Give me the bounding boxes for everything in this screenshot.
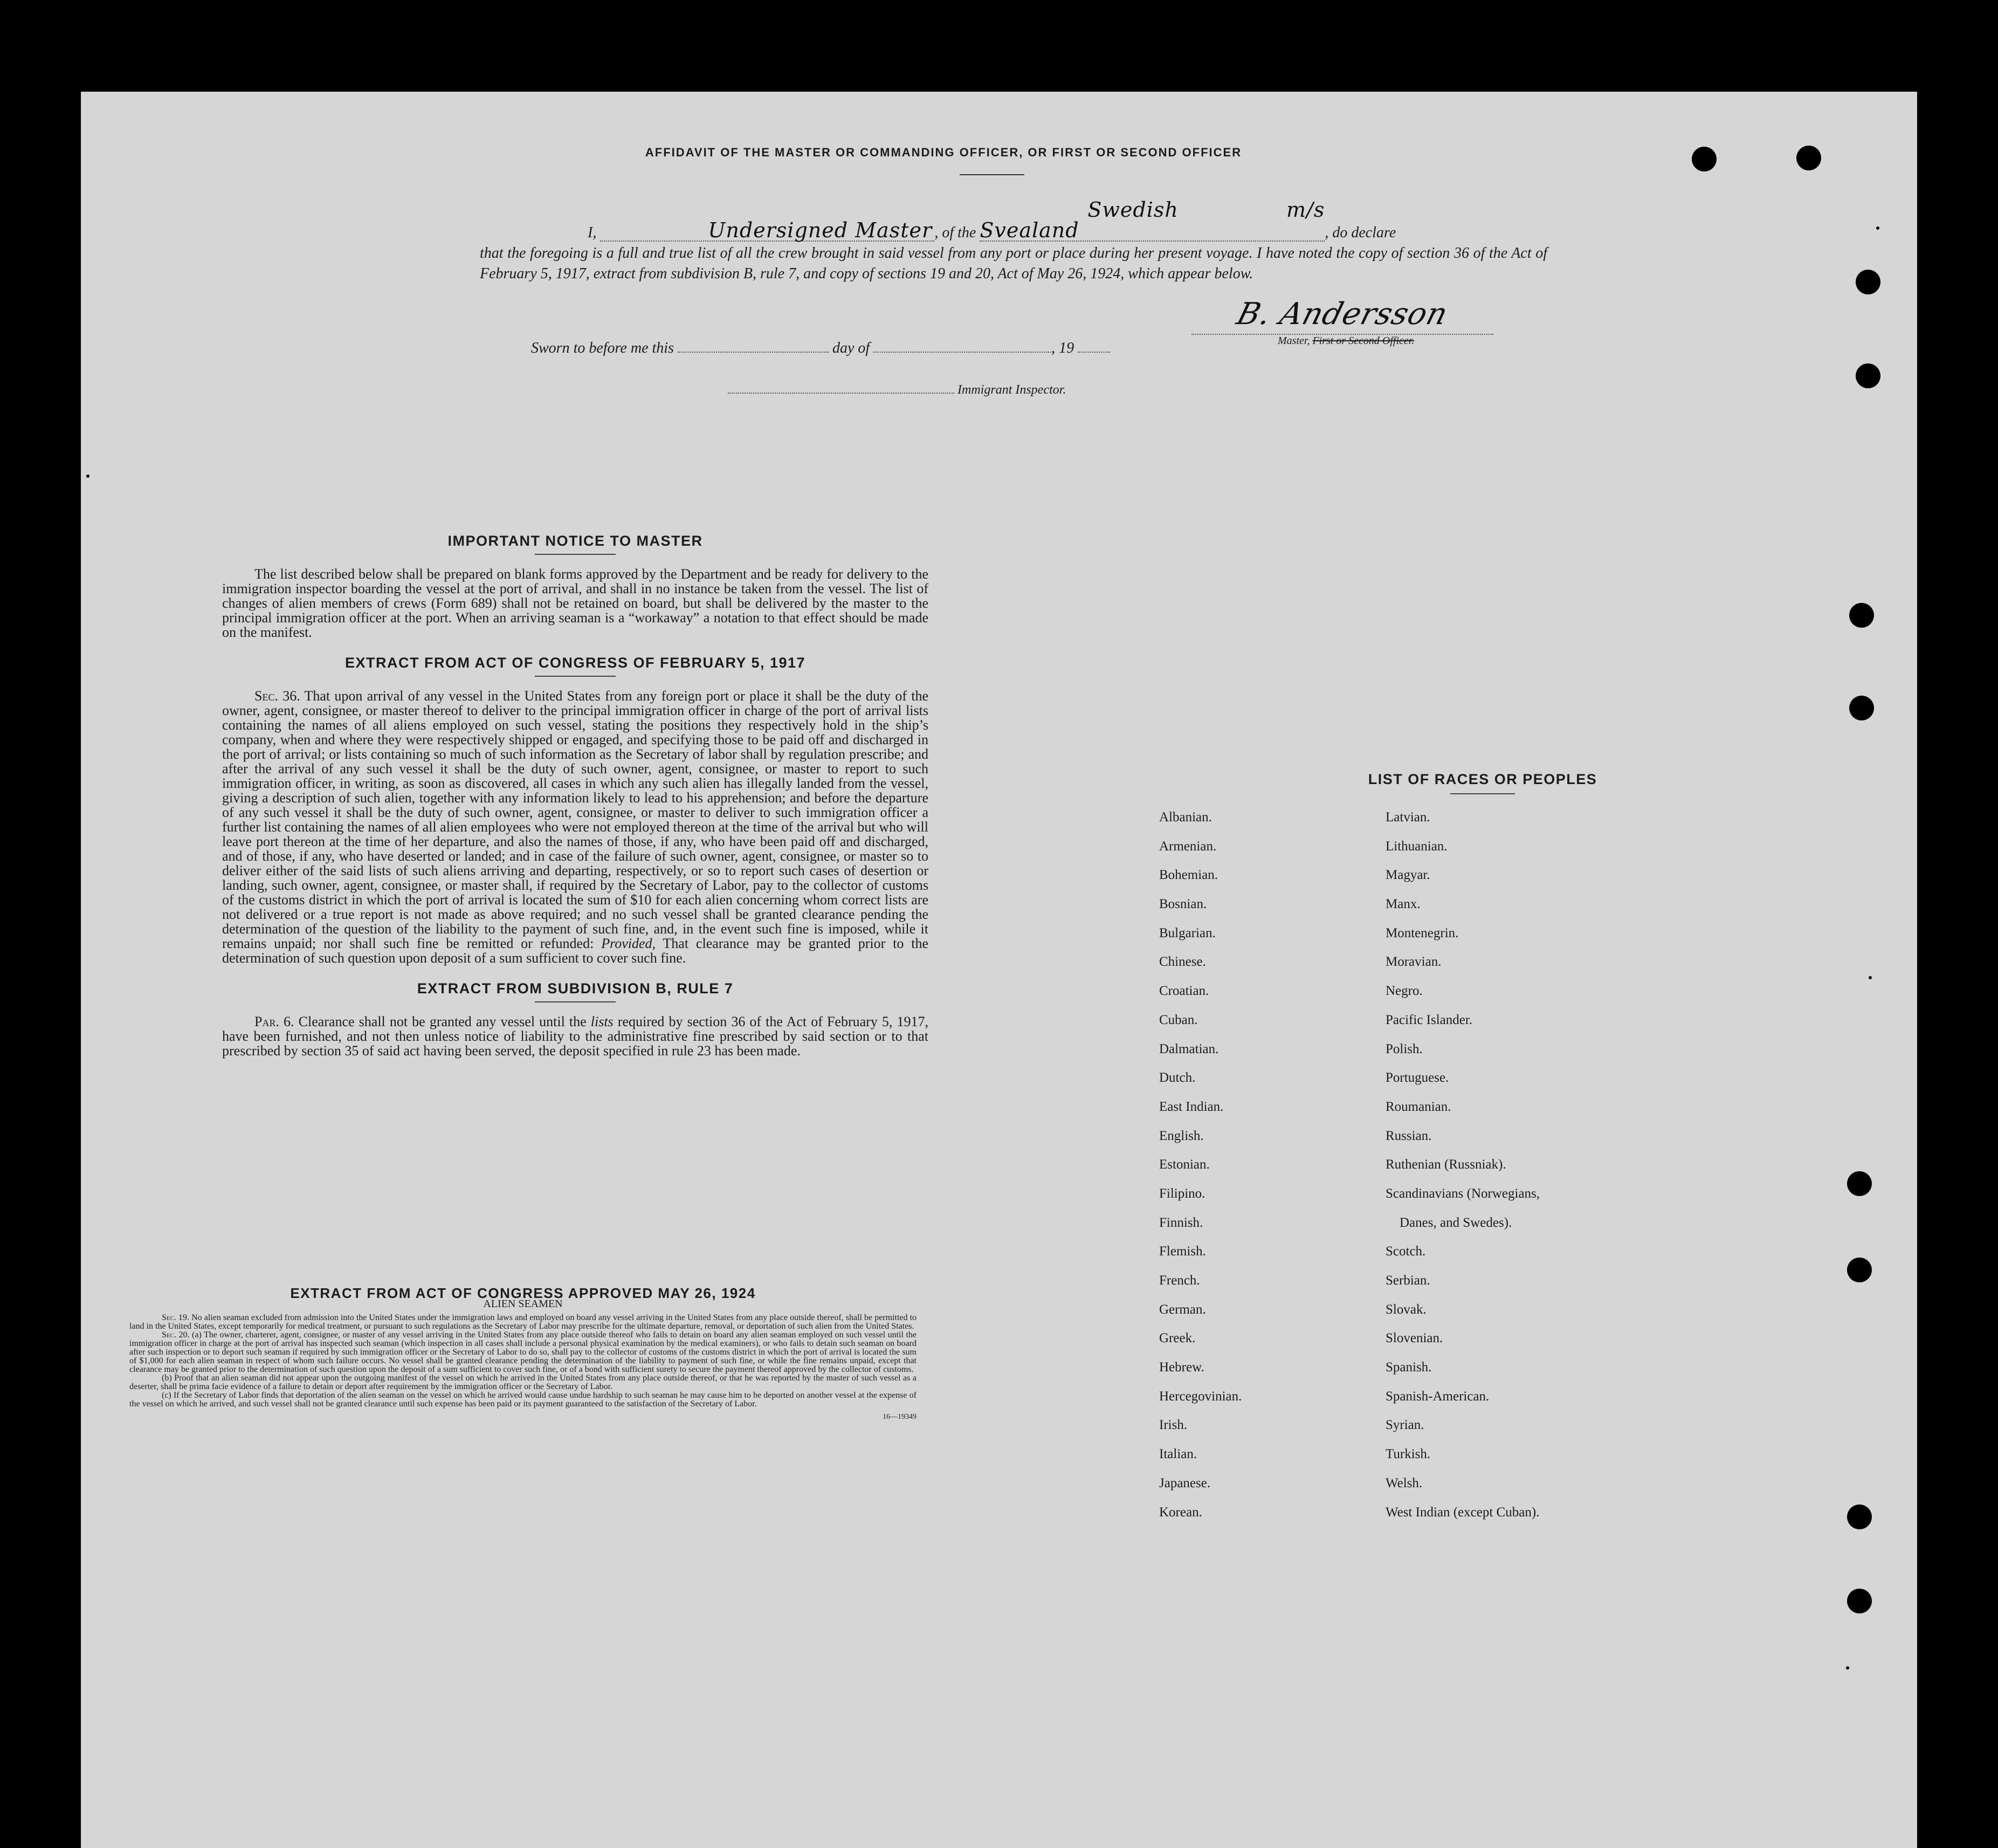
race-left: Cuban. (1159, 1012, 1198, 1027)
race-left: French. (1159, 1273, 1200, 1288)
race-right: Turkish. (1386, 1447, 1431, 1462)
act1924-subhead: ALIEN SEAMEN (483, 1298, 563, 1310)
race-left: Estonian. (1159, 1157, 1210, 1172)
race-right: Magyar. (1386, 868, 1430, 883)
affidavit-body: that the foregoing is a full and true list of all the crew brought in said vessel from any port or place during her present voyage. I have noted the copy of section 36 of the Act of February 5, 1917, extract from subdivision B, rule 7, and copy of sections 19 and 20, Act of May 26, 1924, which appear below. (480, 245, 1547, 282)
sworn-year-field[interactable] (1078, 352, 1110, 353)
sec36-label: Sec. 36. (254, 688, 300, 704)
race-right: Lithuanian. (1386, 839, 1448, 854)
notices-column (222, 534, 928, 1074)
race-right: West Indian (except Cuban). (1386, 1504, 1540, 1520)
affidavit-title: AFFIDAVIT OF THE MASTER OR COMMANDING OFFICER, OR FIRST OR SECOND OFFICER (645, 146, 1242, 159)
i-label: I, (588, 224, 597, 241)
race-right: Serbian. (1386, 1273, 1430, 1288)
binder-hole (1849, 696, 1874, 720)
race-left: Irish. (1159, 1418, 1188, 1433)
race-left: Bohemian. (1159, 868, 1218, 883)
race-left: German. (1159, 1302, 1206, 1317)
race-left: Bosnian. (1159, 897, 1207, 912)
race-right: Scotch. (1386, 1244, 1426, 1259)
race-left: Greek. (1159, 1331, 1196, 1346)
race-left: Dalmatian. (1159, 1041, 1219, 1056)
race-right: Montenegrin. (1386, 925, 1459, 940)
binder-hole (1847, 1258, 1872, 1282)
race-right: Scandinavians (Norwegians, (1386, 1186, 1540, 1201)
of-the-label: , of the (934, 224, 976, 241)
race-right: Roumanian. (1386, 1099, 1451, 1114)
affidavit-text (480, 200, 1547, 284)
races-list (1159, 771, 1806, 1534)
races-rule (1450, 793, 1515, 794)
document-page (81, 92, 1917, 1848)
race-right: Ruthenian (Russniak). (1386, 1157, 1506, 1172)
binder-hole (1856, 363, 1880, 388)
sec20-label: Sec. 20. (162, 1330, 190, 1339)
sec20c-text: (c) If the Secretary of Labor finds that deportation of the alien seaman on the vessel on which he arrived would cause undue hardship to such seaman he may cause him to be deported on another vessel at the expense of the vessel on which he arrived, and such vessel shall not be granted clearance until such expense has been paid or its payment guaranteed to the satisfaction of the Secretary of Labor. (129, 1391, 917, 1409)
year-label: , 19 (1051, 340, 1074, 356)
signature-caption (1278, 335, 1493, 347)
notice-rule (535, 554, 616, 555)
inspector-signature-field[interactable] (728, 393, 954, 394)
race-left: Filipino. (1159, 1186, 1205, 1201)
sworn-month-field[interactable] (873, 352, 1051, 353)
race-left: Hercegovinian. (1159, 1389, 1242, 1404)
race-left: Finnish. (1159, 1215, 1203, 1230)
binder-hole (1692, 147, 1717, 171)
sec19-body: No alien seaman excluded from admission into the United States under the immigration laws and employed on board any vessel arriving in the United States from any place outside thereof, shall be permitted to land in the United States, except temporarily for medical treatment, or pursuant to such regulations as the Secretary of Labor may prescribe for the ultimate departure, removal, or deportation of such alien from the United States. (129, 1313, 917, 1331)
sworn-day-field[interactable] (678, 352, 829, 353)
par6-label: Par. 6. (254, 1014, 294, 1029)
binder-hole (1847, 1589, 1872, 1613)
race-right: Portuguese. (1386, 1070, 1449, 1086)
notice-body: The list described below shall be prepared on blank forms approved by the Department and be ready for delivery to the immigration inspector boarding the vessel at the port of arrival, and shall in no instance be taken from the vessel. The list of changes of alien members of crews (Form 689) shall not be retained on board, but shall be delivered by the master to the principal immigration officer at the port. When an arriving seaman is a “workaway” a notation to that effect should be made on the manifest. (222, 566, 928, 640)
race-right: Latvian. (1386, 810, 1430, 825)
race-right: Syrian. (1386, 1418, 1424, 1433)
act1917-body (222, 689, 928, 965)
signature-block (1191, 297, 1493, 347)
race-right: Spanish-American. (1386, 1389, 1490, 1404)
race-left: Japanese. (1159, 1475, 1211, 1490)
master-name-field[interactable]: Undersigned Master (600, 220, 934, 242)
race-left: Hebrew. (1159, 1360, 1204, 1375)
act1917-title: EXTRACT FROM ACT OF CONGRESS OF FEBRUARY 5, 1917 (345, 655, 806, 671)
race-right: Polish. (1386, 1041, 1423, 1056)
title-rule (960, 174, 1024, 175)
form-number: 16—19349 (883, 1413, 917, 1421)
races-grid (1159, 810, 1806, 1534)
rule7-body (222, 1014, 928, 1058)
race-right: Moravian. (1386, 954, 1442, 970)
race-right: Russian. (1386, 1128, 1432, 1143)
notice-title: IMPORTANT NOTICE TO MASTER (447, 533, 703, 549)
race-left: Armenian. (1159, 839, 1217, 854)
race-right: Manx. (1386, 897, 1421, 912)
inspector-line (728, 383, 1213, 397)
par6-text-2: required by section 36 of the Act of February 5, 1917, have been furnished, and not then unless notice of liability to the administrative fine prescribed by said section or to that prescribed by section 35 of said act having been served, the deposit specified in rule 23 has been made. (222, 1014, 929, 1059)
sec19-label: Sec. 19. (162, 1313, 190, 1322)
declare-label: , do declare (1325, 224, 1396, 241)
rule7-title: EXTRACT FROM SUBDIVISION B, RULE 7 (417, 980, 734, 997)
sec36-text-2: That clearance may be granted prior to the determination of such question upon deposit of a sum sufficient to cover such fine. (222, 936, 928, 966)
act1924-title: EXTRACT FROM ACT OF CONGRESS APPROVED MAY 26, 1924 (290, 1285, 756, 1301)
sworn-line (531, 340, 1232, 357)
race-right: Danes, and Swedes). (1400, 1215, 1512, 1230)
binder-hole (1849, 603, 1874, 628)
race-right: Slovenian. (1386, 1331, 1443, 1346)
race-left: Dutch. (1159, 1070, 1196, 1086)
par6-text-1: Clearance shall not be granted any vessel until the (298, 1014, 587, 1029)
race-left: Bulgarian. (1159, 925, 1216, 940)
sec36-text-1: That upon arrival of any vessel in the United States from any foreign port or place it shall be the duty of the owner, agent, consignee, or master thereof to deliver to the principal immigration officer in charge of the port of arrival lists containing the names of all aliens employed on such vessel, stating the positions they respectively hold in the ship’s company, when and where they were respectively shipped or engaged, and specifying those to be paid off and discharged in the port of arrival; or lists containing so much of such information as the Secretary of labor shall by regulation prescribe; and after the arrival of any such vessel it shall be the duty of such owner, agent, consignee, or master to report to such immigration officer, in writing, as soon as discovered, all cases in which any such alien has illegally landed from the vessel, giving a description of such alien, together with any information likely to lead to his apprehension; and before the departure of any such vessel it shall be the duty of such owner, agent, consignee, or master to deliver to such immigration officer a further list containing the names of all alien employees who were not employed thereon at the time of the arrival but who will leave port thereon at the time of her departure, and also the names of those, if any, who have been paid off and discharged, and of those, if any, who have deserted or landed; and in case of the failure of such owner, agent, consignee, or master so to deliver either of the said lists of such aliens arriving and departing, respectively, or so to report such cases of desertion or landing, such owner, agent, consignee, or master shall, if required by the Secretary of Labor, pay to the collector of customs of the customs district in which the port of arrival is located the sum of $10 for each alien concerning whom correct lists are not delivered or a true report is not made as above required; and no such vessel shall be granted clearance pending the determination of the question of the liability to the payment of such fine, and, in the event such fine is imposed, while it remains unpaid; nor shall such fine be remitted or refunded: (222, 688, 929, 951)
race-left: Chinese. (1159, 954, 1206, 970)
sec20b-text: (b) Proof that an alien seaman did not appear upon the outgoing manifest of the vessel on which he arrived in the United States from any place outside thereof, or that he was reported by the master of such vessel as a deserter, shall be prima facie evidence of a failure to detain or deport after requirement by the immigration officer or the Secretary of Labor. (129, 1373, 917, 1391)
inspector-label: Immigrant Inspector. (957, 383, 1066, 397)
lists-text: lists (590, 1014, 614, 1029)
races-title: LIST OF RACES OR PEOPLES (1368, 771, 1597, 787)
race-right: Pacific Islander. (1386, 1012, 1473, 1027)
master-signature[interactable]: B. Andersson (1233, 297, 1452, 332)
act1917-rule (535, 676, 616, 677)
act1924-section (129, 1285, 917, 1421)
binder-hole (1847, 1171, 1872, 1196)
race-left: Albanian. (1159, 810, 1212, 825)
sec19-text (129, 1314, 917, 1331)
sig-caption-struck: First or Second Officer. (1312, 335, 1415, 347)
race-left: Flemish. (1159, 1244, 1206, 1259)
race-left: East Indian. (1159, 1099, 1224, 1114)
race-right: Welsh. (1386, 1475, 1423, 1490)
vessel-name-field[interactable]: Swedish m/s Svealand (980, 198, 1325, 242)
race-right: Spanish. (1386, 1360, 1432, 1375)
race-left: English. (1159, 1128, 1204, 1143)
sec20a-text (129, 1331, 917, 1374)
race-left: Korean. (1159, 1504, 1202, 1520)
binder-hole (1847, 1504, 1872, 1529)
binder-hole (1796, 146, 1821, 170)
race-right: Negro. (1386, 984, 1423, 999)
day-of-label: day of (832, 340, 870, 356)
race-left: Italian. (1159, 1447, 1197, 1462)
sworn-label: Sworn to before me this (531, 340, 674, 356)
race-left: Croatian. (1159, 984, 1209, 999)
binder-hole (1856, 270, 1880, 294)
provided-text: Provided, (601, 936, 656, 951)
sig-caption-master: Master, (1278, 335, 1310, 347)
sec20a-body: (a) The owner, charterer, agent, consignee, or master of any vessel arriving in the United States from any place outside thereof who fails to detain on board any alien seaman employed on such vessel until the immigration officer in charge at the port of arrival has inspected such seaman (which inspection in all cases shall include a personal physical examination by the medical examiners), or who fails to detain such seaman on board after such inspection or to deport such seaman if required by such immigration officer or the Secretary of Labor to do so, shall pay to the collector of customs of the customs district in which the port of arrival is located the sum of $1,000 for each alien seaman in respect of whom such failure occurs. No vessel shall be granted clearance pending the determination of the liability to payment of such fine, or while the fine remains unpaid, except that clearance may be granted prior to the determination of such question upon the deposit of a sum sufficient to cover such fine, or of a bond with sufficient surety to secure the payment thereof approved by the collector of customs. (129, 1330, 917, 1374)
rule7-rule (535, 1001, 616, 1002)
race-right: Slovak. (1386, 1302, 1427, 1317)
